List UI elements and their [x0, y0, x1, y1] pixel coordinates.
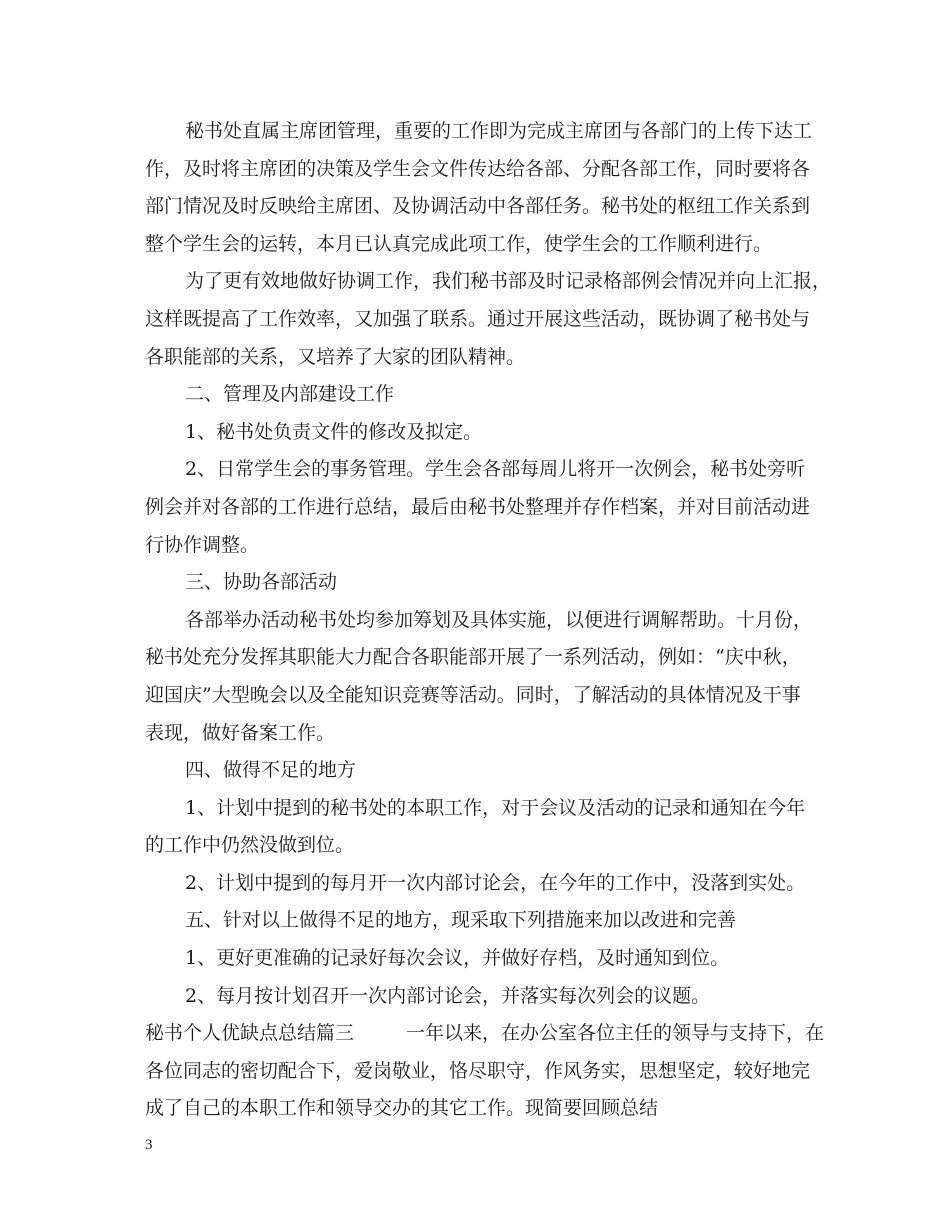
list-item: 1、更好更准确的记录好每次会议，并做好存档，及时通知到位。	[185, 947, 730, 970]
page-number: 3	[145, 1137, 153, 1153]
paragraph-line: 行协作调整。	[145, 533, 260, 556]
paragraph-line: 成了自己的本职工作和领导交办的其它工作。现简要回顾总结	[145, 1097, 659, 1120]
list-item: 1、计划中提到的秘书处的本职工作，对于会议及活动的记录和通知在今年	[185, 796, 806, 819]
section-title-line	[145, 1015, 825, 1053]
section-heading: 四、做得不足的地方	[185, 759, 357, 782]
paragraph-line: 各位同志的密切配合下，爱岗敬业，恪尽职守，作风务实，思想坚定，较好地完	[145, 1059, 811, 1082]
paragraph-line: 例会并对各部的工作进行总结，最后由秘书处整理并存作档案，并对目前活动进	[145, 495, 811, 518]
paragraph-line: 整个学生会的运转，本月已认真完成此项工作，使学生会的工作顺利进行。	[145, 232, 773, 255]
paragraph-line: 作，及时将主席团的决策及学生会文件传达给各部、分配各部工作，同时要将各	[145, 157, 811, 180]
section-first-line: 一年以来，在办公室各位主任的领导与支持下，在	[406, 1022, 825, 1045]
paragraph-line: 部门情况及时反映给主席团、及协调活动中各部任务。秘书处的枢纽工作关系到	[145, 195, 811, 218]
list-item: 2、计划中提到的每月开一次内部讨论会，在今年的工作中，没落到实处。	[185, 871, 806, 894]
paragraph-line: 这样既提高了工作效率，又加强了联系。通过开展这些活动，既协调了秘书处与	[145, 307, 811, 330]
paragraph-line: 各部举办活动秘书处均参加筹划及具体实施，以便进行调解帮助。十月份，	[185, 608, 813, 631]
list-item: 2、每月按计划召开一次内部讨论会，并落实每次列会的议题。	[185, 984, 711, 1007]
paragraph-line: 为了更有效地做好协调工作，我们秘书部及时记录格部例会情况并向上汇报，	[185, 270, 832, 293]
section-heading: 三、协助各部活动	[185, 571, 338, 594]
paragraph-line: 表现，做好备案工作。	[145, 721, 336, 744]
paragraph-line: 秘书处直属主席团管理，重要的工作即为完成主席团与各部门的上传下达工	[185, 120, 813, 142]
section-heading: 五、针对以上做得不足的地方，现采取下列措施来加以改进和完善	[185, 909, 737, 932]
list-item: 1、秘书处负责文件的修改及拟定。	[185, 420, 483, 443]
list-item: 2、日常学生会的事务管理。学生会各部每周儿将开一次例会，秘书处旁听	[185, 458, 806, 481]
section-title: 秘书个人优缺点总结篇三	[145, 1022, 355, 1045]
paragraph-line: 秘书处充分发挥其职能大力配合各职能部开展了一系列活动，例如：“庆中秋，	[145, 646, 801, 669]
section-heading: 二、管理及内部建设工作	[185, 383, 395, 406]
paragraph-line: 各职能部的关系，又培养了大家的团队精神。	[145, 345, 526, 368]
paragraph-line: 的工作中仍然没做到位。	[145, 834, 355, 857]
document-body	[145, 113, 832, 1128]
paragraph-line: 迎国庆”大型晚会以及全能知识竞赛等活动。同时，了解活动的具体情况及干事	[145, 683, 801, 706]
